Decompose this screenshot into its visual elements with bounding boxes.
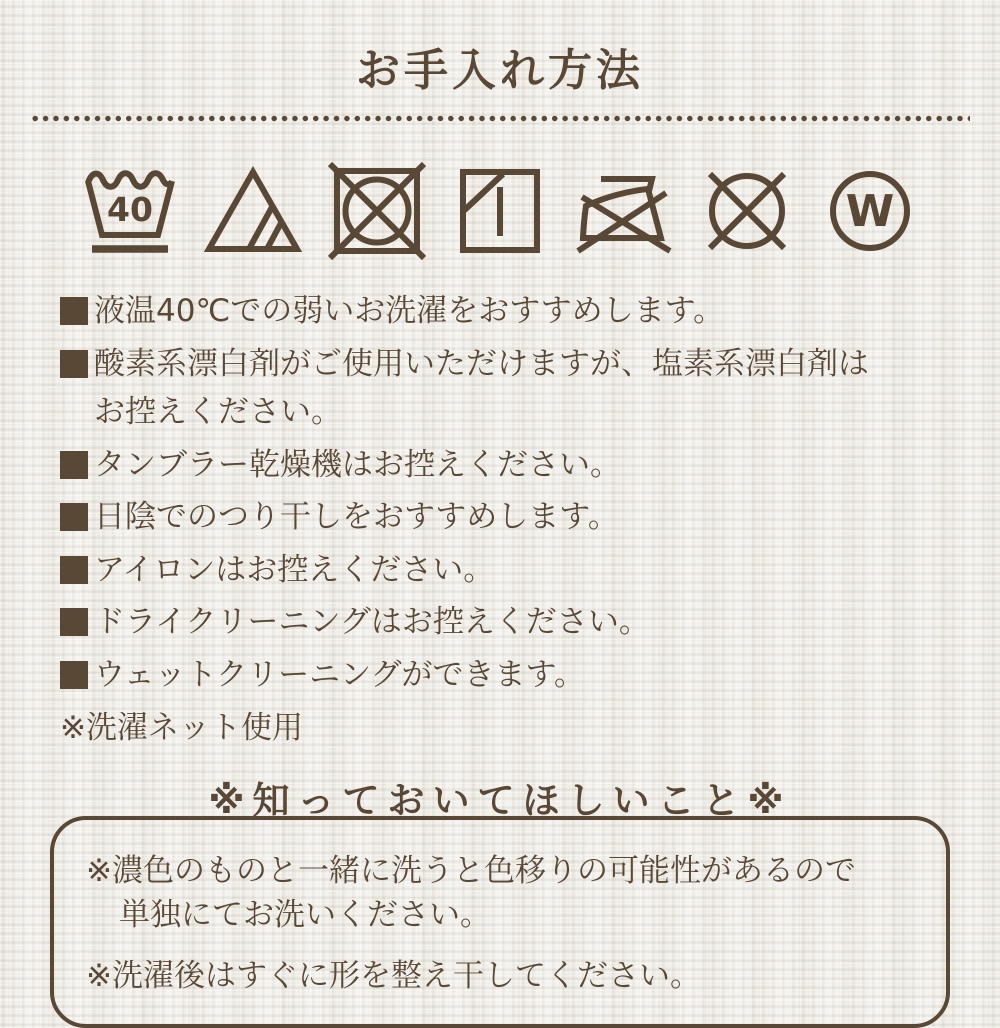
- care-item: [60, 657, 960, 694]
- care-item-text: ※洗濯ネット使用: [60, 709, 303, 746]
- care-item-text: 液温40℃での弱いお洗濯をおすすめします。: [94, 293, 725, 329]
- bullet-square-icon: [60, 451, 88, 479]
- care-item-continuation: [60, 394, 960, 431]
- care-item-text: ウェットクリーニングができます。: [94, 657, 586, 694]
- shade-line-dry-icon: [450, 161, 550, 261]
- notes-heading: ※知っておいてほしいこと※: [208, 779, 792, 823]
- care-item: [60, 346, 960, 383]
- care-item-text: ドライクリーニングはお控えください。: [94, 604, 650, 641]
- care-item-text: お控えください。: [94, 394, 342, 431]
- note-line-continuation: 単独にてお洗いください。: [119, 896, 491, 933]
- no-dry-clean-icon: [697, 161, 797, 261]
- wash-40-gentle-icon: [80, 161, 180, 261]
- note-line: ※洗濯後はすぐに形を整え干してください。: [86, 957, 701, 994]
- care-item-text: 酸素系漂白剤がご使用いただけますが、塩素系漂白剤は: [94, 345, 869, 382]
- care-item-text: タンブラー乾燥機はお控えください。: [94, 446, 621, 483]
- care-item: [60, 447, 960, 484]
- bullet-square-icon: [60, 503, 88, 531]
- no-iron-icon: [573, 161, 673, 261]
- bullet-square-icon: [60, 661, 88, 689]
- svg-text:40: 40: [107, 190, 153, 229]
- care-item: [60, 499, 960, 536]
- bullet-square-icon: [60, 556, 88, 584]
- non-chlorine-bleach-icon: [203, 161, 303, 261]
- note-line: ※濃色のものと一緒に洗うと色移りの可能性があるので: [86, 853, 856, 890]
- care-item: [60, 552, 960, 589]
- care-item: [60, 604, 960, 641]
- no-tumble-dry-icon: [327, 161, 427, 261]
- wet-clean-icon: [820, 161, 920, 261]
- care-symbols-row: [80, 161, 920, 261]
- care-item-laundry-net-note: [60, 710, 960, 747]
- care-item: [60, 293, 960, 330]
- care-item-text: 日陰でのつり干しをおすすめします。: [94, 499, 619, 536]
- dotted-divider: [30, 114, 970, 123]
- care-instructions-list: [60, 293, 960, 746]
- bullet-square-icon: [60, 608, 88, 636]
- care-item-text: アイロンはお控えください。: [94, 551, 495, 588]
- bullet-square-icon: [60, 350, 88, 378]
- notes-box: [50, 816, 950, 1028]
- page-title: お手入れ方法: [356, 45, 644, 96]
- svg-text:W: W: [845, 186, 895, 237]
- bullet-square-icon: [60, 297, 88, 325]
